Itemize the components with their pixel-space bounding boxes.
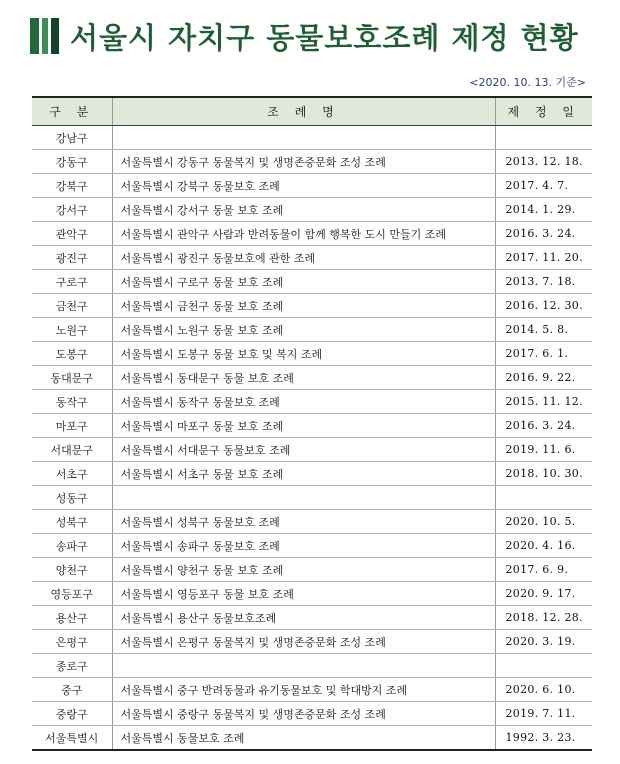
enactment-date-cell: 2014. 1. 29. [495, 198, 592, 222]
district-cell: 관악구 [32, 222, 112, 246]
enactment-date-cell [495, 486, 592, 510]
table-row [32, 246, 592, 270]
district-cell: 노원구 [32, 318, 112, 342]
district-cell: 양천구 [32, 558, 112, 582]
header-date: 제 정 일 [495, 97, 592, 126]
enactment-date-cell: 2018. 10. 30. [495, 462, 592, 486]
enactment-date-cell: 2014. 5. 8. [495, 318, 592, 342]
ordinance-cell: 서울특별시 동물보호 조례 [112, 726, 495, 751]
enactment-date-cell: 2013. 12. 18. [495, 150, 592, 174]
ordinance-cell: 서울특별시 용산구 동물보호조례 [112, 606, 495, 630]
table-row [32, 654, 592, 678]
ordinance-cell: 서울특별시 서대문구 동물보호 조례 [112, 438, 495, 462]
ordinance-cell [112, 126, 495, 150]
district-cell: 강북구 [32, 174, 112, 198]
ordinance-cell: 서울특별시 강동구 동물복지 및 생명존중문화 조성 조례 [112, 150, 495, 174]
table-row [32, 222, 592, 246]
ordinance-cell: 서울특별시 노원구 동물 보호 조례 [112, 318, 495, 342]
enactment-date-cell: 2013. 7. 18. [495, 270, 592, 294]
ordinance-cell: 서울특별시 중구 반려동물과 유기동물보호 및 학대방지 조례 [112, 678, 495, 702]
district-cell: 서초구 [32, 462, 112, 486]
ordinance-table [32, 96, 592, 751]
ordinance-cell: 서울특별시 광진구 동물보호에 관한 조례 [112, 246, 495, 270]
enactment-date-cell: 2016. 3. 24. [495, 414, 592, 438]
enactment-date-cell: 2017. 6. 1. [495, 342, 592, 366]
ordinance-cell: 서울특별시 금천구 동물 보호 조례 [112, 294, 495, 318]
district-cell: 마포구 [32, 414, 112, 438]
ordinance-cell: 서울특별시 은평구 동물복지 및 생명존중문화 조성 조례 [112, 630, 495, 654]
enactment-date-cell: 2016. 9. 22. [495, 366, 592, 390]
enactment-date-cell: 2020. 10. 5. [495, 510, 592, 534]
table-row [32, 414, 592, 438]
table-row [32, 150, 592, 174]
table-row [32, 582, 592, 606]
table-row [32, 678, 592, 702]
enactment-date-cell: 2020. 9. 17. [495, 582, 592, 606]
ordinance-cell: 서울특별시 서초구 동물 보호 조례 [112, 462, 495, 486]
district-cell: 송파구 [32, 534, 112, 558]
table-row [32, 486, 592, 510]
district-cell: 동대문구 [32, 366, 112, 390]
reference-date: <2020. 10. 13. 기준> [469, 76, 586, 89]
header-district: 구 분 [32, 97, 112, 126]
ordinance-cell: 서울특별시 구로구 동물 보호 조례 [112, 270, 495, 294]
page-title: 서울시 자치구 동물보호조례 제정 현황 [70, 20, 579, 55]
ordinance-cell: 서울특별시 영등포구 동물 보호 조례 [112, 582, 495, 606]
district-cell: 구로구 [32, 270, 112, 294]
enactment-date-cell: 2016. 3. 24. [495, 222, 592, 246]
ordinance-cell: 서울특별시 강서구 동물 보호 조례 [112, 198, 495, 222]
district-cell: 중구 [32, 678, 112, 702]
district-cell: 금천구 [32, 294, 112, 318]
table-row [32, 174, 592, 198]
enactment-date-cell: 2016. 12. 30. [495, 294, 592, 318]
ordinance-cell: 서울특별시 동작구 동물보호 조례 [112, 390, 495, 414]
district-cell: 성북구 [32, 510, 112, 534]
district-cell: 중랑구 [32, 702, 112, 726]
table-row [32, 126, 592, 150]
district-cell: 용산구 [32, 606, 112, 630]
table-row [32, 606, 592, 630]
enactment-date-cell: 2017. 4. 7. [495, 174, 592, 198]
table-row [32, 534, 592, 558]
table-row [32, 726, 592, 751]
ordinance-cell: 서울특별시 강북구 동물보호 조례 [112, 174, 495, 198]
district-cell: 종로구 [32, 654, 112, 678]
table-row [32, 318, 592, 342]
ordinance-cell: 서울특별시 양천구 동물 보호 조례 [112, 558, 495, 582]
enactment-date-cell: 2020. 6. 10. [495, 678, 592, 702]
table-row [32, 390, 592, 414]
ordinance-cell: 서울특별시 동대문구 동물 보호 조례 [112, 366, 495, 390]
district-cell: 서울특별시 [32, 726, 112, 751]
table-body [32, 126, 592, 751]
district-cell: 도봉구 [32, 342, 112, 366]
ordinance-cell [112, 486, 495, 510]
table-row [32, 702, 592, 726]
enactment-date-cell [495, 126, 592, 150]
enactment-date-cell: 2017. 11. 20. [495, 246, 592, 270]
table-row [32, 438, 592, 462]
title-row [30, 14, 579, 58]
table-row [32, 630, 592, 654]
district-cell: 서대문구 [32, 438, 112, 462]
header-ordinance: 조 례 명 [112, 97, 495, 126]
ordinance-cell: 서울특별시 성북구 동물보호 조례 [112, 510, 495, 534]
table-row [32, 342, 592, 366]
table-row [32, 558, 592, 582]
enactment-date-cell: 1992. 3. 23. [495, 726, 592, 751]
ordinance-cell [112, 654, 495, 678]
table-row [32, 510, 592, 534]
district-cell: 성동구 [32, 486, 112, 510]
ordinance-cell: 서울특별시 중랑구 동물복지 및 생명존중문화 조성 조례 [112, 702, 495, 726]
district-cell: 동작구 [32, 390, 112, 414]
enactment-date-cell: 2019. 11. 6. [495, 438, 592, 462]
table-row [32, 366, 592, 390]
enactment-date-cell: 2015. 11. 12. [495, 390, 592, 414]
ordinance-cell: 서울특별시 마포구 동물 보호 조례 [112, 414, 495, 438]
ordinance-cell: 서울특별시 관악구 사람과 반려동물이 함께 행복한 도시 만들기 조례 [112, 222, 495, 246]
title-bars-icon [30, 18, 60, 54]
table-row [32, 294, 592, 318]
district-cell: 강서구 [32, 198, 112, 222]
ordinance-cell: 서울특별시 도봉구 동물 보호 및 복지 조례 [112, 342, 495, 366]
enactment-date-cell: 2020. 4. 16. [495, 534, 592, 558]
district-cell: 영등포구 [32, 582, 112, 606]
district-cell: 은평구 [32, 630, 112, 654]
ordinance-cell: 서울특별시 송파구 동물보호 조례 [112, 534, 495, 558]
enactment-date-cell: 2018. 12. 28. [495, 606, 592, 630]
enactment-date-cell: 2019. 7. 11. [495, 702, 592, 726]
district-cell: 광진구 [32, 246, 112, 270]
enactment-date-cell [495, 654, 592, 678]
enactment-date-cell: 2020. 3. 19. [495, 630, 592, 654]
enactment-date-cell: 2017. 6. 9. [495, 558, 592, 582]
district-cell: 강동구 [32, 150, 112, 174]
table-header-row [32, 97, 592, 126]
table-row [32, 198, 592, 222]
table-row [32, 462, 592, 486]
table-row [32, 270, 592, 294]
district-cell: 강남구 [32, 126, 112, 150]
